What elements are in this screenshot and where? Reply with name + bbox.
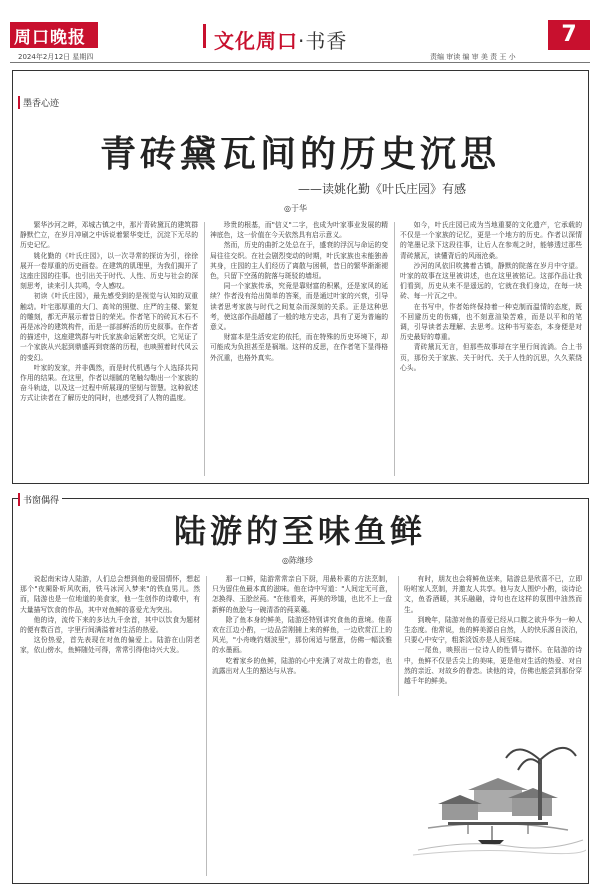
paragraph: 珍贵的根基，而"信义"二字，也成为叶家事业发展的精神底色，这一价值在今天依然具有启示意义。 (210, 221, 388, 240)
article-1-column-3 (400, 220, 582, 478)
article-1-author: ◎于华 (284, 204, 307, 213)
paragraph: 繁华沙河之畔，邓城古镇之中，那片青砖黛瓦的建筑群静默伫立，在岁月冲刷之中诉说着繁华变迁，沉淀下无尽的历史记忆。 (20, 221, 198, 250)
paragraph: 除了鱼本身的鲜美，陆游还特别讲究食鱼的意境。他喜欢在江边小酌，一边品尝刚捕上来的鲜鱼，一边欣赏江上的风光，"小舟晚钓烟波里"，那份闲适与惬意，仿佛一幅淡雅的水墨画。 (212, 615, 392, 655)
paragraph: 初读《叶氏庄园》，最先感受到的是视觉与认知的双重触动。叶宅那厚重的大门、高耸的照壁、庄严的主楼、繁复的雕刻，都无声展示着昔日的荣光。作者笔下的砖瓦木石不再是冰冷的建筑构件，而是一部部鲜活的历史叙事。在作者的描述中，这座建筑群与叶氏家族命运紧密交织，它见证了一个家族从兴起到鼎盛再到衰落的历程，也映照着时代风云的变幻。 (20, 292, 198, 362)
paragraph: 一尾鱼，映照出一位诗人的性情与襟怀。在陆游的诗中，鱼鲜不仅是舌尖上的美味，更是他对生活的热爱、对自然的亲近、对故乡的眷恋。读他的诗，仿佛也能尝到那份穿越千年的鲜美。 (404, 646, 582, 686)
article-1-subtitle: ——读姚化勤《叶氏庄园》有感 (298, 182, 467, 196)
section-title (214, 25, 347, 54)
paragraph: 沙河的风依旧吹拂着古镇，静默的院落在岁月中守望。叶家的故事在这里被讲述，也在这里被铭记。这部作品让我们看到，历史从来不是遥远的，它就在我们身边，在每一块砖、每一片瓦之中。 (400, 261, 582, 301)
paragraph: 同一个家族传承，究竟是靠财富的积累，还是家风的延续？作者没有给出简单的答案，而是通过叶家的兴衰，引导读者思考家族与时代之间复杂而深刻的关系。正是这种思考，使这部作品超越了一般的地方史志，具有了更为普遍的意义。 (210, 282, 388, 332)
section-title-left: 文化周口 (214, 29, 298, 53)
header-divider (10, 62, 590, 63)
paragraph: 这份热爱，首先表现在对鱼的偏爱上。陆游在山阴老家，依山傍水，鱼鲜随处可得，常常引得他诗兴大发。 (20, 636, 200, 655)
paragraph: 有时，朋友也会将鲜鱼送来，陆游总是欣喜不已，立即吩咐家人烹制，并邀友人共享。他与友人围炉小酌，谈诗论文，鱼香酒暖，其乐融融，诗句也在这样的氛围中油然而生。 (404, 575, 582, 614)
paragraph: 吃着家乡的鱼鲜，陆游的心中充满了对故土的眷恋，也流露出对人生的豁达与从容。 (212, 656, 392, 675)
page-number: 7 (561, 22, 577, 47)
section-title-sep: · (298, 29, 306, 53)
paragraph: 财富本是生活安定的依托，而在特殊的历史环境下，却可能成为负担甚至是祸端。这样的反思，在作者笔下显得格外沉重，也格外真实。 (210, 333, 388, 362)
article-1-column-2 (210, 220, 388, 478)
article-2-title: 陆游的至味鱼鲜 (173, 512, 426, 550)
article-2-author: ◎陈继珍 (282, 556, 313, 565)
paragraph: 姚化勤的《叶氏庄园》，以一次寻常的探访为引，徐徐展开一卷厚重的历史画卷。在建筑的肌理里，为我们揭开了这座庄园的往事。也引出关于时代、人性、历史与社会的深刻思考，读来引人共鸣，令人感叹。 (20, 251, 198, 291)
paragraph: 他的诗，流传下来的多达九千余首，其中以饮食为题材的便有数百首，字里行间满溢着对生活的热爱。 (20, 615, 200, 635)
article-1-column-tag: 墨香心迹 (18, 96, 62, 109)
section-title-right: 书香 (305, 29, 348, 53)
article-2-column-tag: 书窗偶得 (18, 493, 62, 506)
column-divider (398, 576, 399, 696)
paragraph: 叶家的发家，并非偶然，而是时代机遇与个人选择共同作用的结果。在这里，作者以细腻的笔触勾勒出一个家族的奋斗轨迹，以及这一过程中所展现的坚韧与智慧。这种叙述方式让读者在了解历史的同时，也感受到了人物的温度。 (20, 363, 198, 403)
article-1-column-1 (20, 220, 198, 478)
paragraph: 那一口鲜，陆游常常亲自下厨，用最朴素的方法烹制，只为留住鱼最本真的滋味。他在诗中写道："人间定无可意，怎换得、玉脍丝莼。"在他看来，再美的珍馐，也比不上一盘新鲜的鱼脍与一碗清香的莼菜羹。 (212, 575, 392, 614)
column-divider (204, 222, 205, 476)
paragraph: 青砖黛瓦无言，但那些故事却在字里行间流淌。合上书页，那份关于家族、关于时代、关于人性的沉思，久久萦绕心头。 (400, 343, 582, 372)
article-2-column-1 (20, 574, 200, 879)
editors-line: 责编 审读 编 审 美 责 王 小 (430, 53, 516, 61)
village-waterside-ink-icon (408, 700, 586, 860)
issue-date: 2024年2月12日 星期四 (18, 53, 94, 61)
paragraph: 然而，历史的曲折之处总在于，盛衰的浮沉与命运的变局往往交织。在社会剧烈变动的时期，叶氏家族也未能独善其身，庄园的主人们经历了离散与困顿，昔日的繁华渐渐褪色，只留下空荡的院落与斑驳的墙垣。 (210, 241, 388, 281)
article-2-column-2 (212, 574, 392, 879)
paragraph: 在书写中，作者始终保持着一种克制而温情的态度，既不回避历史的伤痛，也不刻意渲染苦难，而是以平和的笔调，引导读者去理解、去思考。这种书写姿态，本身便是对历史最好的尊重。 (400, 302, 582, 342)
newspaper-masthead: 周口晚报 (14, 28, 86, 48)
article-2-column-3 (404, 574, 582, 698)
column-divider (206, 576, 207, 876)
article-1-title: 青砖黛瓦间的历史沉思 (99, 133, 500, 175)
paragraph: 如今，叶氏庄园已成为当地重要的文化遗产，它承载的不仅是一个家族的记忆，更是一个地方的历史。作者以深情的笔墨记录下这段往事，让后人在参观之时，能够透过那些青砖黛瓦，读懂背后的风雨沧桑。 (400, 221, 582, 260)
paragraph: 到晚年，陆游对鱼的喜爱已经从口腹之欲升华为一种人生态度。他常说，鱼的鲜美源自自然，人的快乐源自淡泊，只要心中安宁，粗茶淡饭亦是人间至味。 (404, 615, 582, 645)
section-accent-bar (203, 24, 206, 48)
column-divider (394, 222, 395, 476)
paragraph: 说起南宋诗人陆游，人们总会想到他的爱国情怀，想起那个"夜阑卧听风吹雨，铁马冰河入梦来"的铁血男儿。然而，陆游也是一位地道的美食家，他一生创作的诗歌中，有大量描写饮食的作品，其中对鱼鲜的喜爱尤为突出。 (20, 575, 200, 614)
